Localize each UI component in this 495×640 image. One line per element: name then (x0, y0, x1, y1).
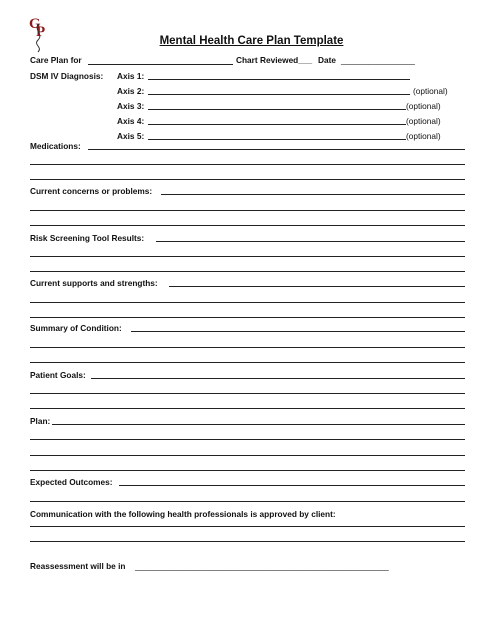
medications-line[interactable] (30, 179, 465, 180)
logo (28, 14, 50, 54)
medications-label: Medications: (30, 141, 81, 151)
risk-line[interactable] (30, 256, 465, 257)
axis-1-field[interactable] (148, 79, 410, 80)
plan-line[interactable] (30, 455, 465, 456)
summary-field[interactable] (131, 331, 465, 332)
concerns-field[interactable] (161, 194, 465, 195)
communication-label: Communication with the following health professionals is approved by client: (30, 509, 336, 519)
medications-line[interactable] (30, 164, 465, 165)
axis-4-field[interactable] (148, 124, 406, 125)
risk-label: Risk Screening Tool Results: (30, 233, 145, 243)
axis-4-label: Axis 4: (117, 116, 145, 126)
goals-line[interactable] (30, 408, 465, 409)
risk-line[interactable] (30, 271, 465, 272)
goals-line[interactable] (30, 393, 465, 394)
goals-field[interactable] (91, 378, 465, 379)
plan-field[interactable] (52, 424, 465, 425)
summary-line[interactable] (30, 347, 465, 348)
goals-label: Patient Goals: (30, 370, 86, 380)
reassessment-field[interactable]: _______________________________________________________ (135, 561, 389, 571)
axis-3-label: Axis 3: (117, 101, 145, 111)
outcomes-label: Expected Outcomes: (30, 477, 113, 487)
axis-5-field[interactable] (148, 139, 406, 140)
medications-field[interactable] (88, 149, 465, 150)
svg-text:P: P (36, 24, 46, 40)
chart-reviewed-blank[interactable]: ___ (298, 55, 313, 65)
axis-5-label: Axis 5: (117, 131, 145, 141)
plan-line[interactable] (30, 470, 465, 471)
page-title: Mental Health Care Plan Template (159, 35, 344, 47)
care-plan-for-field[interactable] (88, 64, 233, 65)
supports-line[interactable] (30, 317, 465, 318)
axis-3-field[interactable] (148, 109, 406, 110)
concerns-line[interactable] (30, 210, 465, 211)
outcomes-line[interactable] (30, 501, 465, 502)
date-field[interactable]: ________________ (341, 55, 415, 65)
supports-label: Current supports and strengths: (30, 278, 158, 288)
axis-5-optional: (optional) (406, 131, 441, 141)
axis-3-optional: (optional) (406, 101, 441, 111)
outcomes-field[interactable] (119, 485, 465, 486)
plan-label: Plan: (30, 416, 51, 426)
supports-line[interactable] (30, 302, 465, 303)
concerns-label: Current concerns or problems: (30, 186, 153, 196)
summary-line[interactable] (30, 362, 465, 363)
axis-1-label: Axis 1: (117, 71, 145, 81)
concerns-line[interactable] (30, 225, 465, 226)
supports-field[interactable] (169, 286, 465, 287)
axis-4-optional: (optional) (406, 116, 441, 126)
plan-line[interactable] (30, 439, 465, 440)
reassessment-label: Reassessment will be in (30, 561, 126, 571)
svg-text:G: G (29, 16, 41, 32)
communication-line[interactable] (30, 541, 465, 542)
axis-2-label: Axis 2: (117, 86, 145, 96)
summary-label: Summary of Condition: (30, 323, 122, 333)
chart-reviewed-label: Chart Reviewed___ (236, 55, 313, 65)
communication-line[interactable] (30, 526, 465, 527)
axis-2-optional: (optional) (413, 86, 448, 96)
axis-2-field[interactable] (148, 94, 410, 95)
risk-field[interactable] (156, 241, 465, 242)
dsm-diagnosis-label: DSM IV Diagnosis: (30, 71, 104, 81)
care-plan-for-label: Care Plan for (30, 55, 82, 65)
date-label: Date (318, 55, 336, 65)
